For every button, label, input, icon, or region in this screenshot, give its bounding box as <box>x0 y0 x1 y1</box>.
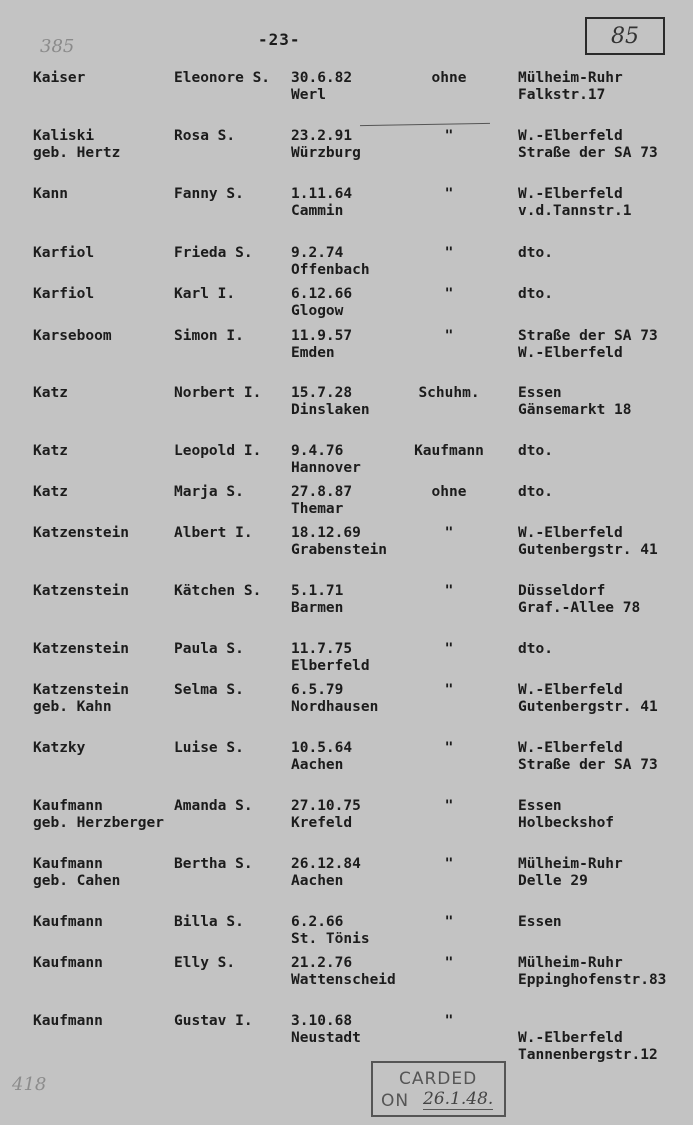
person-entry <box>0 682 693 726</box>
surname-line: Karseboom <box>33 328 112 344</box>
first-name: Kätchen S. <box>174 583 262 599</box>
occupation: " <box>444 128 454 144</box>
surname-line: Katzenstein <box>33 583 130 599</box>
surname-line: Katz <box>33 443 68 459</box>
surname <box>33 70 85 87</box>
birth-info-line: Barmen <box>291 600 344 616</box>
surname <box>33 443 68 460</box>
surname-line: Katzky <box>33 740 86 756</box>
address-line: Graf.-Allee 78 <box>518 600 641 616</box>
birth-info <box>291 641 370 675</box>
occupation: " <box>444 1013 454 1029</box>
address-line: Delle 29 <box>518 873 588 889</box>
address-line: dto. <box>518 286 553 302</box>
first-name: Amanda S. <box>174 798 253 814</box>
surname-line: Kaufmann <box>33 798 103 814</box>
address-line: Gänsemarkt 18 <box>518 402 632 418</box>
birth-info-line: Aachen <box>291 757 344 773</box>
surname-line: geb. Herzberger <box>33 815 164 831</box>
first-name: Rosa S. <box>174 128 236 144</box>
birth-info-line: Aachen <box>291 873 344 889</box>
birth-info-line: 6.5.79 <box>291 682 344 698</box>
birth-info <box>291 186 352 220</box>
surname <box>33 186 68 203</box>
occupation: " <box>444 914 454 930</box>
address-line: Mülheim-Ruhr <box>518 955 623 971</box>
stamp-label: CARDED <box>399 1069 478 1089</box>
birth-info-line: 21.2.76 <box>291 955 353 971</box>
birth-info-line: Dinslaken <box>291 402 370 418</box>
first-name: Eleonore S. <box>174 70 271 86</box>
address-line: Straße der SA 73 <box>518 757 658 773</box>
occupation: ohne <box>431 70 467 86</box>
address <box>518 1013 658 1064</box>
birth-info <box>291 1013 361 1047</box>
person-entry <box>0 286 693 330</box>
first-name: Leopold I. <box>174 443 262 459</box>
surname-line: Kaufmann <box>33 1013 103 1029</box>
birth-info-line: Grabenstein <box>291 542 388 558</box>
address-line: Essen <box>518 798 562 814</box>
occupation: ohne <box>431 484 467 500</box>
stamp-on: ON <box>381 1091 410 1111</box>
surname <box>33 525 129 542</box>
address <box>518 955 666 989</box>
first-name: Billa S. <box>174 914 244 930</box>
address-line: W.-Elberfeld <box>518 1030 623 1046</box>
birth-info-line: Emden <box>291 345 335 361</box>
birth-info-line: 18.12.69 <box>291 525 361 541</box>
person-entry <box>0 798 693 842</box>
address-line: Essen <box>518 914 562 930</box>
person-entry <box>0 484 693 528</box>
person-entry <box>0 955 693 999</box>
address-line: Gutenbergstr. 41 <box>518 699 658 715</box>
person-entry <box>0 443 693 487</box>
birth-info-line: 9.2.74 <box>291 245 344 261</box>
address-line <box>518 1013 658 1030</box>
birth-info-line: Glogow <box>291 303 344 319</box>
person-entry <box>0 186 693 230</box>
occupation: " <box>444 856 454 872</box>
occupation: " <box>444 583 454 599</box>
address <box>518 128 658 162</box>
birth-info-line: Hannover <box>291 460 361 476</box>
birth-info-line: Themar <box>291 501 344 517</box>
address <box>518 186 632 220</box>
first-name: Gustav I. <box>174 1013 253 1029</box>
person-entry <box>0 914 693 958</box>
address <box>518 286 553 303</box>
person-entry <box>0 1013 693 1063</box>
address-line: W.-Elberfeld <box>518 128 623 144</box>
birth-info-line: Werl <box>291 87 326 103</box>
first-name: Elly S. <box>174 955 236 971</box>
birth-info-line: 27.8.87 <box>291 484 353 500</box>
first-name: Paula S. <box>174 641 244 657</box>
archive-number: 385 <box>40 36 75 57</box>
page-number: -23- <box>258 30 301 49</box>
address-line: dto. <box>518 443 553 459</box>
birth-info-line: 1.11.64 <box>291 186 353 202</box>
first-name: Simon I. <box>174 328 244 344</box>
birth-info <box>291 70 352 104</box>
birth-info-line: St. Tönis <box>291 931 370 947</box>
birth-info-line: 11.7.75 <box>291 641 353 657</box>
birth-info-line: 9.4.76 <box>291 443 344 459</box>
occupation: " <box>444 245 454 261</box>
address-line: W.-Elberfeld <box>518 345 623 361</box>
surname <box>33 583 129 600</box>
birth-info-line: 11.9.57 <box>291 328 353 344</box>
address <box>518 484 553 501</box>
birth-info <box>291 914 370 948</box>
surname-line: Kaiser <box>33 70 86 86</box>
address-line: Holbeckshof <box>518 815 615 831</box>
address <box>518 641 553 658</box>
surname-line: geb. Cahen <box>33 873 121 889</box>
birth-info-line: 6.2.66 <box>291 914 344 930</box>
address-line: W.-Elberfeld <box>518 525 623 541</box>
surname <box>33 682 129 716</box>
person-entry <box>0 385 693 429</box>
first-name: Norbert I. <box>174 385 262 401</box>
birth-info-line: 27.10.75 <box>291 798 361 814</box>
occupation: " <box>444 955 454 971</box>
address-line: dto. <box>518 484 553 500</box>
address <box>518 682 658 716</box>
birth-info-line: 26.12.84 <box>291 856 361 872</box>
first-name: Albert I. <box>174 525 253 541</box>
first-name: Karl I. <box>174 286 236 302</box>
occupation: " <box>444 682 454 698</box>
address-line: Straße der SA 73 <box>518 328 658 344</box>
surname <box>33 641 129 658</box>
address <box>518 583 640 617</box>
surname-line: geb. Kahn <box>33 699 112 715</box>
first-name: Selma S. <box>174 682 244 698</box>
surname-line: Kaliski <box>33 128 95 144</box>
surname <box>33 385 68 402</box>
occupation: " <box>444 525 454 541</box>
birth-info <box>291 955 396 989</box>
address-line: Mülheim-Ruhr <box>518 856 623 872</box>
occupation: Kaufmann <box>414 443 484 459</box>
address-line: Tannenbergstr.12 <box>518 1047 658 1063</box>
person-entry <box>0 525 693 569</box>
occupation: " <box>444 798 454 814</box>
birth-info-line: Krefeld <box>291 815 353 831</box>
address <box>518 856 623 890</box>
person-entry <box>0 70 693 114</box>
surname-line: Karfiol <box>33 245 95 261</box>
birth-info-line: 6.12.66 <box>291 286 353 302</box>
birth-info-line: 23.2.91 <box>291 128 353 144</box>
birth-info-line: 3.10.68 <box>291 1013 353 1029</box>
handwritten-rule-line <box>360 123 490 126</box>
surname <box>33 128 120 162</box>
address-line: dto. <box>518 641 553 657</box>
address <box>518 443 553 460</box>
birth-info <box>291 245 370 279</box>
first-name: Frieda S. <box>174 245 253 261</box>
birth-info-line: 15.7.28 <box>291 385 353 401</box>
surname-line: Kaufmann <box>33 914 103 930</box>
surname-line: Katz <box>33 484 68 500</box>
first-name: Marja S. <box>174 484 244 500</box>
birth-info <box>291 682 378 716</box>
surname-line: Katzenstein <box>33 682 130 698</box>
address-line: W.-Elberfeld <box>518 682 623 698</box>
first-name: Luise S. <box>174 740 244 756</box>
boxed-folio-number: 85 <box>585 17 665 55</box>
birth-info-line: 30.6.82 <box>291 70 353 86</box>
occupation: " <box>444 286 454 302</box>
surname-line: geb. Hertz <box>33 145 121 161</box>
surname-line: Kann <box>33 186 68 202</box>
birth-info <box>291 484 352 518</box>
birth-info-line: Wattenscheid <box>291 972 396 988</box>
address-line: Eppinghofenstr.83 <box>518 972 667 988</box>
birth-info <box>291 328 352 362</box>
surname <box>33 484 68 501</box>
address <box>518 70 623 104</box>
address-line: dto. <box>518 245 553 261</box>
address-line: Straße der SA 73 <box>518 145 658 161</box>
surname-line: Katz <box>33 385 68 401</box>
surname <box>33 1013 103 1030</box>
birth-info-line: Offenbach <box>291 262 370 278</box>
address-line: Mülheim-Ruhr <box>518 70 623 86</box>
birth-info <box>291 385 370 419</box>
birth-info <box>291 525 387 559</box>
surname <box>33 798 164 832</box>
occupation: Schuhm. <box>418 385 480 401</box>
stamp-date: 26.1.48. <box>423 1089 494 1109</box>
birth-info <box>291 286 352 320</box>
person-entry <box>0 583 693 627</box>
birth-info-line: Cammin <box>291 203 344 219</box>
person-entry <box>0 856 693 900</box>
birth-info <box>291 583 343 617</box>
address <box>518 525 658 559</box>
surname-line: Kaufmann <box>33 955 103 971</box>
address-line: Gutenbergstr. 41 <box>518 542 658 558</box>
person-entry <box>0 641 693 685</box>
margin-note: 418 <box>12 1074 47 1095</box>
occupation: " <box>444 740 454 756</box>
carded-stamp <box>371 1061 506 1117</box>
address <box>518 245 553 262</box>
person-entry <box>0 328 693 372</box>
birth-info <box>291 128 361 162</box>
address-line: W.-Elberfeld <box>518 740 623 756</box>
birth-info-line: 10.5.64 <box>291 740 353 756</box>
surname <box>33 328 112 345</box>
surname-line: Katzenstein <box>33 641 130 657</box>
surname <box>33 740 85 757</box>
address <box>518 385 632 419</box>
occupation: " <box>444 328 454 344</box>
surname <box>33 856 120 890</box>
address-line: Falkstr.17 <box>518 87 606 103</box>
birth-info-line: Neustadt <box>291 1030 361 1046</box>
birth-info <box>291 856 361 890</box>
person-entry <box>0 128 693 172</box>
person-entry <box>0 740 693 784</box>
surname <box>33 286 94 303</box>
birth-info-line: Elberfeld <box>291 658 370 674</box>
surname-line: Katzenstein <box>33 525 130 541</box>
surname <box>33 245 94 262</box>
occupation: " <box>444 641 454 657</box>
address-line: W.-Elberfeld <box>518 186 623 202</box>
surname <box>33 914 103 931</box>
address <box>518 328 658 362</box>
address <box>518 740 658 774</box>
surname <box>33 955 103 972</box>
person-entry <box>0 245 693 289</box>
birth-info <box>291 740 352 774</box>
surname-line: Karfiol <box>33 286 95 302</box>
first-name: Fanny S. <box>174 186 244 202</box>
birth-info-line: Würzburg <box>291 145 361 161</box>
occupation: " <box>444 186 454 202</box>
address <box>518 798 614 832</box>
address <box>518 914 562 931</box>
first-name: Bertha S. <box>174 856 253 872</box>
address-line: Düsseldorf <box>518 583 606 599</box>
birth-info <box>291 798 361 832</box>
birth-info <box>291 443 361 477</box>
address-line: Essen <box>518 385 562 401</box>
surname-line: Kaufmann <box>33 856 103 872</box>
birth-info-line: 5.1.71 <box>291 583 344 599</box>
birth-info-line: Nordhausen <box>291 699 379 715</box>
address-line: v.d.Tannstr.1 <box>518 203 632 219</box>
